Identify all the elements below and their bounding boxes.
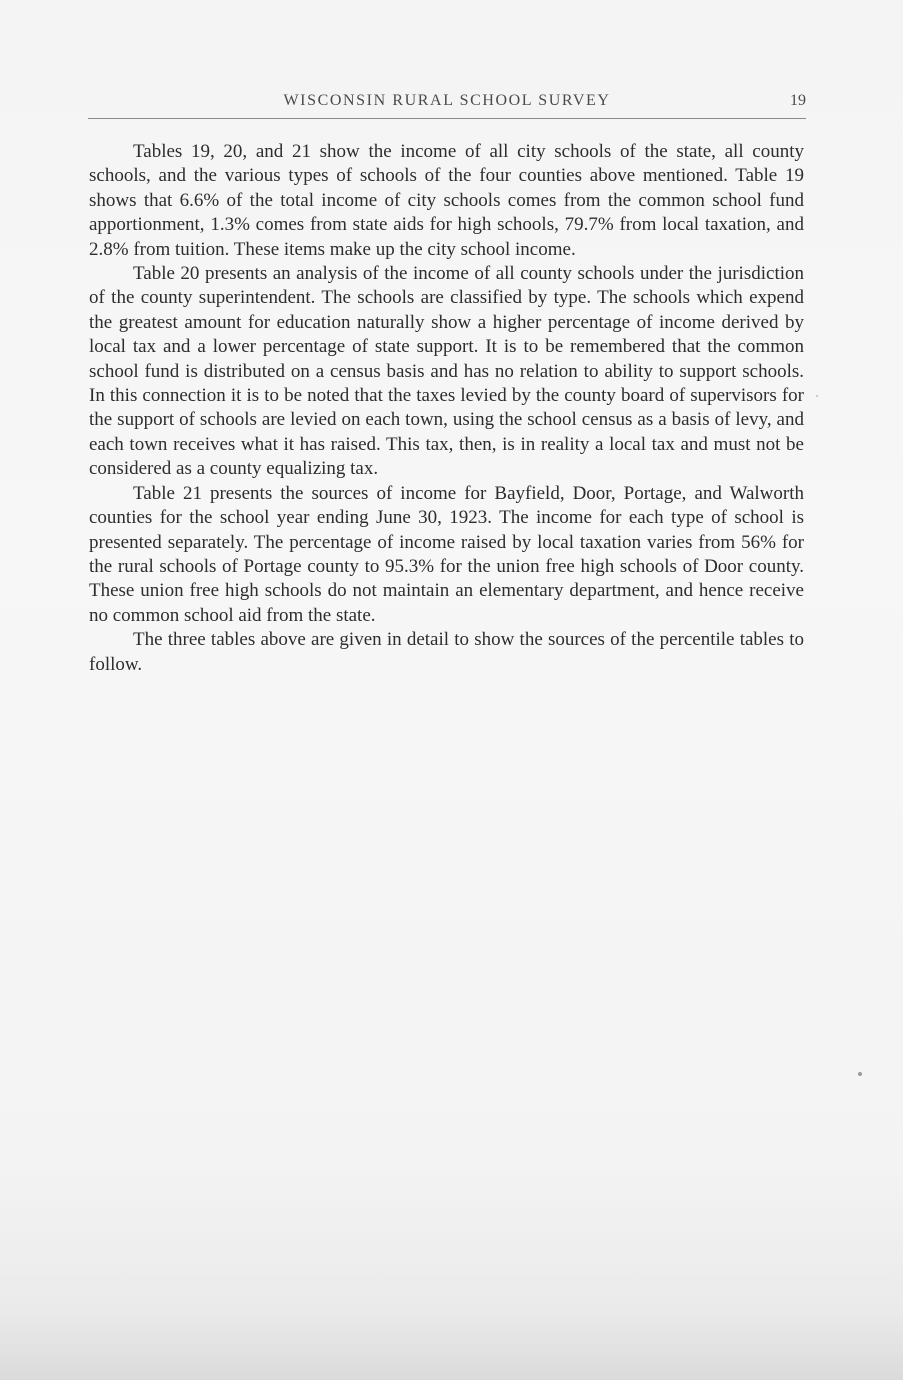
body-text: [89, 140, 804, 677]
paragraph-1: Tables 19, 20, and 21 show the income of all city schools of the state, all county schools, and the various types of schools of the four counties above mentioned. Table 19 shows that 6.6% of the total income of city schools comes from the common school fund apportionment, 1.3% comes from state aids for high schools, 79.7% from local taxation, and 2.8% from tuition. These items make up the city school income.: [89, 141, 804, 260]
paragraph-4: The three tables above are given in detail to show the sources of the percentile tables to follow.: [89, 629, 804, 675]
page-number: 19: [790, 92, 806, 109]
paragraph-2: Table 20 presents an analysis of the income of all county schools under the jurisdiction of the county superintendent. The schools are classified by type. The schools which expend the greatest amount for education naturally show a higher percentage of income derived by local tax and a lower percentage of state support. It is to be remembered that the common school fund is distributed on a census basis and has no relation to ability to support schools. In this connection it is to be noted that the taxes levied by the county board of supervisors for the support of schools are levied on each town, using the school census as a basis of levy, and each town receives what it has raised. This tax, then, is in reality a local tax and must not be considered as a county equalizing tax.: [89, 263, 804, 480]
paper-speck: [816, 395, 818, 397]
paragraph-3: Table 21 presents the sources of income for Bayfield, Door, Portage, and Walworth counties for the school year ending June 30, 1923. The income for each type of school is presented separately. The percentage of income raised by local taxation varies from 56% for the rural schools of Portage county to 95.3% for the union free high schools of Door county. These union free high schools do not maintain an elementary department, and hence receive no common school aid from the state.: [89, 482, 804, 626]
paper-speck: [858, 1072, 862, 1076]
running-title: WISCONSIN RURAL SCHOOL SURVEY: [283, 92, 611, 109]
running-header: [88, 92, 806, 119]
